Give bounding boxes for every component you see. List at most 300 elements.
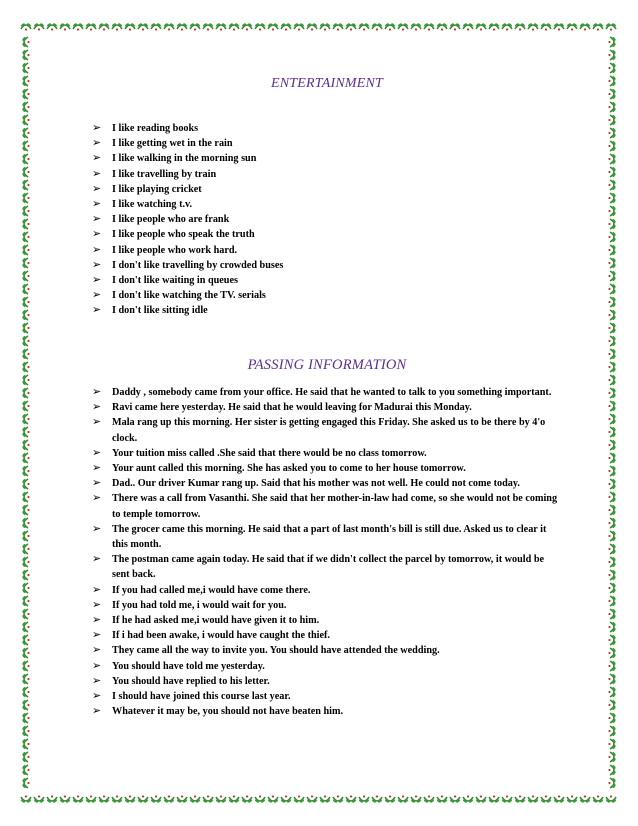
leaf-sprig-icon [190, 23, 201, 31]
list-item [92, 258, 562, 273]
leaf-sprig-icon [22, 544, 30, 555]
leaf-sprig-icon [22, 661, 30, 672]
leaf-sprig-icon [608, 128, 616, 139]
list-item [92, 273, 562, 288]
leaf-sprig-icon [608, 232, 616, 243]
leaf-sprig-icon [608, 726, 616, 737]
list-item [92, 446, 562, 461]
list-item-text: I like people who speak the truth [112, 229, 255, 241]
leaf-sprig-icon [294, 23, 305, 31]
leaf-sprig-icon [255, 23, 266, 31]
leaf-sprig-icon [22, 180, 30, 191]
leaf-sprig-icon [608, 115, 616, 126]
leaf-sprig-icon [608, 258, 616, 269]
arrow-bullet-icon: ➢ [92, 243, 102, 256]
leaf-sprig-icon [190, 795, 201, 803]
list-item-text: There was a call from Vasanthi. She said that her mother-in-law had come, so she would not be coming to temple tomorrow. [112, 493, 558, 520]
leaf-sprig-icon [242, 795, 253, 803]
list-item [92, 136, 562, 151]
arrow-bullet-icon: ➢ [92, 553, 102, 566]
leaf-sprig-icon [22, 570, 30, 581]
arrow-bullet-icon: ➢ [92, 462, 102, 475]
leaf-sprig-icon [22, 635, 30, 646]
leaf-sprig-icon [608, 453, 616, 464]
leaf-sprig-icon [47, 23, 58, 31]
leaf-sprig-icon [608, 76, 616, 87]
list-item [92, 415, 562, 445]
leaf-sprig-icon [22, 713, 30, 724]
leaf-sprig-icon [22, 778, 30, 789]
leaf-sprig-icon [528, 795, 539, 803]
leaf-sprig-icon [47, 795, 58, 803]
arrow-bullet-icon: ➢ [92, 228, 102, 241]
arrow-bullet-icon: ➢ [92, 644, 102, 657]
arrow-bullet-icon: ➢ [92, 273, 102, 286]
leaf-sprig-icon [203, 795, 214, 803]
leaf-sprig-icon [99, 23, 110, 31]
leaf-sprig-icon [22, 401, 30, 412]
arrow-bullet-icon: ➢ [92, 598, 102, 611]
leaf-sprig-icon [22, 687, 30, 698]
arrow-bullet-icon: ➢ [92, 705, 102, 718]
leaf-sprig-icon [22, 362, 30, 373]
list-item-text: The grocer came this morning. He said that a part of last month's bill is still due. Asked us to clear it this month. [112, 523, 547, 551]
leaf-sprig-icon [151, 23, 162, 31]
leaf-sprig-icon [22, 479, 30, 490]
list-item-text: They came all the way to invite you. You should have attended the wedding. [112, 645, 440, 657]
leaf-sprig-icon [86, 23, 97, 31]
leaf-sprig-icon [608, 479, 616, 490]
leaf-sprig-icon [541, 23, 552, 31]
leaf-sprig-icon [112, 23, 123, 31]
leaf-sprig-icon [22, 76, 30, 87]
list-item [92, 476, 562, 491]
arrow-bullet-icon: ➢ [92, 152, 102, 165]
arrow-bullet-icon: ➢ [92, 167, 102, 180]
leaf-sprig-icon [608, 635, 616, 646]
leaf-sprig-icon [22, 596, 30, 607]
list-item [92, 227, 562, 242]
leaf-sprig-icon [608, 674, 616, 685]
leaf-sprig-icon [398, 23, 409, 31]
list-item-text: I like getting wet in the rain [112, 138, 233, 150]
leaf-sprig-icon [424, 795, 435, 803]
leaf-sprig-icon [608, 401, 616, 412]
leaf-sprig-icon [22, 427, 30, 438]
leaf-sprig-icon [229, 23, 240, 31]
list-item [92, 151, 562, 166]
leaf-sprig-icon [608, 466, 616, 477]
leaf-sprig-icon [359, 795, 370, 803]
list-item-text: If you had told me, i would wait for you. [112, 599, 287, 611]
leaf-sprig-icon [22, 739, 30, 750]
leaf-sprig-icon [608, 557, 616, 568]
leaf-sprig-icon [554, 23, 565, 31]
arrow-bullet-icon: ➢ [92, 213, 102, 226]
leaf-sprig-icon [608, 609, 616, 620]
list-item-text: I don't like watching the TV. serials [112, 290, 266, 302]
leaf-sprig-icon [346, 23, 357, 31]
arrow-bullet-icon: ➢ [92, 197, 102, 210]
leaf-sprig-icon [22, 128, 30, 139]
list-item-text: I like playing cricket [112, 183, 202, 195]
list-item-text: Your aunt called this morning. She has asked you to come to her house tomorrow. [112, 463, 466, 475]
arrow-bullet-icon: ➢ [92, 492, 102, 505]
list-item [92, 288, 562, 303]
leaf-sprig-icon [593, 795, 604, 803]
leaf-sprig-icon [608, 167, 616, 178]
leaf-sprig-icon [22, 89, 30, 100]
leaf-sprig-icon [22, 492, 30, 503]
leaf-sprig-icon [608, 492, 616, 503]
leaf-sprig-icon [22, 466, 30, 477]
leaf-sprig-icon [608, 323, 616, 334]
leaf-sprig-icon [608, 50, 616, 61]
leaf-sprig-icon [22, 505, 30, 516]
leaf-sprig-icon [22, 674, 30, 685]
leaf-sprig-icon [164, 795, 175, 803]
leaf-sprig-icon [151, 795, 162, 803]
entertainment-heading: ENTERTAINMENT [270, 76, 384, 91]
leaf-sprig-icon [22, 700, 30, 711]
list-item [92, 461, 562, 476]
leaf-sprig-icon [515, 23, 526, 31]
leaf-sprig-icon [608, 154, 616, 165]
leaf-sprig-icon [608, 206, 616, 217]
leaf-sprig-icon [608, 622, 616, 633]
leaf-sprig-icon [216, 23, 227, 31]
leaf-sprig-icon [22, 37, 30, 48]
list-item-text: I like people who are frank [112, 214, 230, 226]
leaf-sprig-icon [281, 795, 292, 803]
leaf-sprig-icon [608, 778, 616, 789]
arrow-bullet-icon: ➢ [92, 386, 102, 398]
list-item-text: You should have replied to his letter. [112, 675, 270, 687]
leaf-sprig-icon [608, 336, 616, 347]
passing-information-list [92, 385, 562, 719]
leaf-sprig-icon [608, 63, 616, 74]
leaf-sprig-icon [608, 713, 616, 724]
leaf-sprig-icon [608, 765, 616, 776]
leaf-sprig-icon [294, 795, 305, 803]
leaf-sprig-icon [268, 23, 279, 31]
arrow-bullet-icon: ➢ [92, 289, 102, 302]
list-item [92, 121, 562, 136]
leaf-sprig-icon [22, 453, 30, 464]
leaf-sprig-icon [333, 795, 344, 803]
list-item-text: Mala rang up this morning. Her sister is getting engaged this Friday. She asked us to be there by 4'o clock. [112, 417, 546, 444]
arrow-bullet-icon: ➢ [92, 416, 102, 429]
list-item [92, 583, 562, 598]
leaf-sprig-icon [463, 795, 474, 803]
arrow-bullet-icon: ➢ [92, 182, 102, 195]
leaf-sprig-icon [22, 557, 30, 568]
list-item [92, 628, 562, 643]
arrow-bullet-icon: ➢ [92, 690, 102, 703]
arrow-bullet-icon: ➢ [92, 304, 102, 317]
leaf-sprig-icon [608, 414, 616, 425]
leaf-sprig-icon [255, 795, 266, 803]
leaf-sprig-icon [99, 795, 110, 803]
leaf-sprig-icon [502, 23, 513, 31]
leaf-sprig-icon [86, 795, 97, 803]
leaf-sprig-icon [608, 219, 616, 230]
leaf-sprig-icon [608, 102, 616, 113]
list-item-text: Whatever it may be, you should not have beaten him. [112, 706, 344, 718]
list-item [92, 598, 562, 613]
leaf-sprig-icon [281, 23, 292, 31]
leaf-sprig-icon [450, 23, 461, 31]
leaf-sprig-icon [229, 795, 240, 803]
list-item-text: Dad.. Our driver Kumar rang up. Said that his mother was not well. He could not come today. [112, 478, 520, 490]
leaf-sprig-icon [608, 141, 616, 152]
leaf-sprig-icon [411, 23, 422, 31]
list-item [92, 167, 562, 182]
list-item-text: Your tuition miss called .She said that there would be no class tomorrow. [112, 447, 427, 459]
leaf-sprig-icon [608, 271, 616, 282]
leaf-sprig-icon [608, 570, 616, 581]
leaf-sprig-icon [73, 795, 84, 803]
leaf-sprig-icon [608, 37, 616, 48]
leaf-sprig-icon [515, 795, 526, 803]
list-item [92, 385, 562, 400]
leaf-sprig-icon [22, 206, 30, 217]
leaf-sprig-icon [385, 795, 396, 803]
leaf-sprig-icon [608, 648, 616, 659]
leaf-sprig-icon [463, 23, 474, 31]
leaf-sprig-icon [22, 310, 30, 321]
leaf-sprig-icon [608, 180, 616, 191]
leaf-sprig-icon [203, 23, 214, 31]
leaf-sprig-icon [606, 23, 617, 31]
leaf-sprig-icon [567, 23, 578, 31]
leaf-sprig-icon [22, 63, 30, 74]
leaf-sprig-icon [22, 648, 30, 659]
leaf-sprig-icon [22, 375, 30, 386]
list-item-text: I should have joined this course last year. [112, 691, 291, 703]
leaf-sprig-icon [22, 232, 30, 243]
leaf-sprig-icon [608, 440, 616, 451]
leaf-sprig-icon [22, 245, 30, 256]
list-item [92, 643, 562, 658]
leaf-sprig-icon [112, 795, 123, 803]
leaf-sprig-icon [164, 23, 175, 31]
leaf-sprig-icon [528, 23, 539, 31]
leaf-sprig-icon [608, 687, 616, 698]
leaf-sprig-icon [554, 795, 565, 803]
leaf-sprig-icon [34, 23, 45, 31]
leaf-sprig-icon [476, 795, 487, 803]
list-item-text: I like watching t.v. [112, 198, 193, 210]
leaf-sprig-icon [608, 362, 616, 373]
list-item [92, 659, 562, 674]
leaf-sprig-icon [138, 795, 149, 803]
leaf-sprig-icon [608, 596, 616, 607]
leaf-sprig-icon [608, 739, 616, 750]
list-item [92, 689, 562, 704]
leaf-sprig-icon [60, 795, 71, 803]
list-item-text: I don't like travelling by crowded buses [112, 259, 284, 271]
leaf-sprig-icon [22, 765, 30, 776]
list-item-text: I like walking in the morning sun [112, 153, 257, 165]
passing-information-heading: PASSING INFORMATION [247, 357, 407, 373]
arrow-bullet-icon: ➢ [92, 122, 102, 134]
leaf-sprig-icon [489, 795, 500, 803]
leaf-sprig-icon [608, 427, 616, 438]
leaf-sprig-icon [34, 795, 45, 803]
leaf-sprig-icon [608, 284, 616, 295]
leaf-sprig-icon [22, 115, 30, 126]
leaf-sprig-icon [21, 23, 32, 31]
list-item-text: The postman came again today. He said that if we didn't collect the parcel by tomorrow, it would be sent back. [112, 554, 545, 581]
leaf-sprig-icon [608, 531, 616, 542]
arrow-bullet-icon: ➢ [92, 583, 102, 596]
leaf-sprig-icon [177, 23, 188, 31]
leaf-sprig-icon [333, 23, 344, 31]
leaf-sprig-icon [22, 219, 30, 230]
leaf-sprig-icon [567, 795, 578, 803]
leaf-sprig-icon [22, 609, 30, 620]
leaf-sprig-icon [22, 258, 30, 269]
list-item-text: If i had been awake, i would have caught the thief. [112, 630, 330, 642]
leaf-sprig-icon [608, 310, 616, 321]
leaf-sprig-icon [580, 23, 591, 31]
leaf-sprig-icon [268, 795, 279, 803]
leaf-sprig-icon [22, 336, 30, 347]
leaf-sprig-icon [22, 284, 30, 295]
list-item [92, 674, 562, 689]
arrow-bullet-icon: ➢ [92, 137, 102, 150]
leaf-sprig-icon [22, 622, 30, 633]
leaf-sprig-icon [60, 23, 71, 31]
list-item [92, 400, 562, 415]
arrow-bullet-icon: ➢ [92, 614, 102, 627]
arrow-bullet-icon: ➢ [92, 401, 102, 414]
leaf-sprig-icon [476, 23, 487, 31]
leaf-sprig-icon [22, 141, 30, 152]
leaf-sprig-icon [608, 388, 616, 399]
leaf-sprig-icon [320, 795, 331, 803]
entertainment-list [92, 121, 562, 318]
leaf-sprig-icon [22, 193, 30, 204]
list-item [92, 303, 562, 318]
leaf-sprig-icon [608, 661, 616, 672]
list-item-text: If he had asked me,i would have given it to him. [112, 615, 320, 627]
leaf-sprig-icon [22, 518, 30, 529]
leaf-sprig-icon [320, 23, 331, 31]
leaf-sprig-icon [22, 50, 30, 61]
leaf-sprig-icon [73, 23, 84, 31]
arrow-bullet-icon: ➢ [92, 674, 102, 687]
leaf-sprig-icon [359, 23, 370, 31]
leaf-sprig-icon [608, 752, 616, 763]
list-item-text: I don't like waiting in queues [112, 274, 238, 286]
leaf-sprig-icon [22, 583, 30, 594]
leaf-sprig-icon [608, 518, 616, 529]
leaf-sprig-icon [608, 297, 616, 308]
leaf-sprig-icon [22, 271, 30, 282]
list-item [92, 491, 562, 521]
leaf-sprig-icon [177, 795, 188, 803]
list-item-text: If you had called me,i would have come there. [112, 584, 311, 596]
leaf-sprig-icon [424, 23, 435, 31]
leaf-sprig-icon [22, 440, 30, 451]
leaf-sprig-icon [125, 23, 136, 31]
list-item [92, 182, 562, 197]
leaf-sprig-icon [450, 795, 461, 803]
list-item-text: I don't like sitting idle [112, 305, 208, 317]
leaf-sprig-icon [502, 795, 513, 803]
leaf-sprig-icon [608, 349, 616, 360]
list-item-text: Ravi came here yesterday. He said that he would leaving for Madurai this Monday. [112, 402, 472, 414]
leaf-sprig-icon [216, 795, 227, 803]
leaf-sprig-icon [138, 23, 149, 31]
leaf-sprig-icon [411, 795, 422, 803]
leaf-sprig-icon [346, 795, 357, 803]
leaf-sprig-icon [307, 23, 318, 31]
leaf-sprig-icon [21, 795, 32, 803]
leaf-sprig-icon [22, 297, 30, 308]
leaf-sprig-icon [242, 23, 253, 31]
list-item-text: I like travelling by train [112, 168, 217, 180]
leaf-sprig-icon [489, 23, 500, 31]
list-item [92, 212, 562, 227]
leaf-sprig-icon [608, 375, 616, 386]
list-item [92, 552, 562, 582]
leaf-sprig-icon [22, 531, 30, 542]
arrow-bullet-icon: ➢ [92, 477, 102, 490]
leaf-sprig-icon [437, 795, 448, 803]
arrow-bullet-icon: ➢ [92, 446, 102, 459]
list-item-text: You should have told me yesterday. [112, 660, 265, 672]
leaf-sprig-icon [22, 414, 30, 425]
list-item [92, 243, 562, 258]
list-item-text: Daddy , somebody came from your office. He said that he wanted to talk to you something important. [112, 387, 552, 398]
leaf-sprig-icon [22, 752, 30, 763]
arrow-bullet-icon: ➢ [92, 258, 102, 271]
leaf-sprig-icon [22, 154, 30, 165]
leaf-sprig-icon [22, 102, 30, 113]
leaf-sprig-icon [22, 349, 30, 360]
arrow-bullet-icon: ➢ [92, 522, 102, 535]
leaf-sprig-icon [608, 700, 616, 711]
leaf-sprig-icon [593, 23, 604, 31]
arrow-bullet-icon: ➢ [92, 629, 102, 642]
leaf-sprig-icon [385, 23, 396, 31]
leaf-sprig-icon [541, 795, 552, 803]
leaf-sprig-icon [437, 23, 448, 31]
leaf-sprig-icon [307, 795, 318, 803]
list-item [92, 704, 562, 719]
list-item-text: I like people who work hard. [112, 244, 238, 256]
leaf-sprig-icon [22, 323, 30, 334]
leaf-sprig-icon [22, 726, 30, 737]
leaf-sprig-icon [606, 795, 617, 803]
leaf-sprig-icon [372, 23, 383, 31]
leaf-sprig-icon [580, 795, 591, 803]
leaf-sprig-icon [608, 89, 616, 100]
leaf-sprig-icon [608, 193, 616, 204]
leaf-sprig-icon [608, 505, 616, 516]
leaf-sprig-icon [125, 795, 136, 803]
leaf-sprig-icon [608, 544, 616, 555]
list-item [92, 522, 562, 552]
list-item [92, 613, 562, 628]
leaf-sprig-icon [398, 795, 409, 803]
arrow-bullet-icon: ➢ [92, 659, 102, 672]
leaf-sprig-icon [608, 245, 616, 256]
list-item-text: I like reading books [112, 123, 199, 134]
